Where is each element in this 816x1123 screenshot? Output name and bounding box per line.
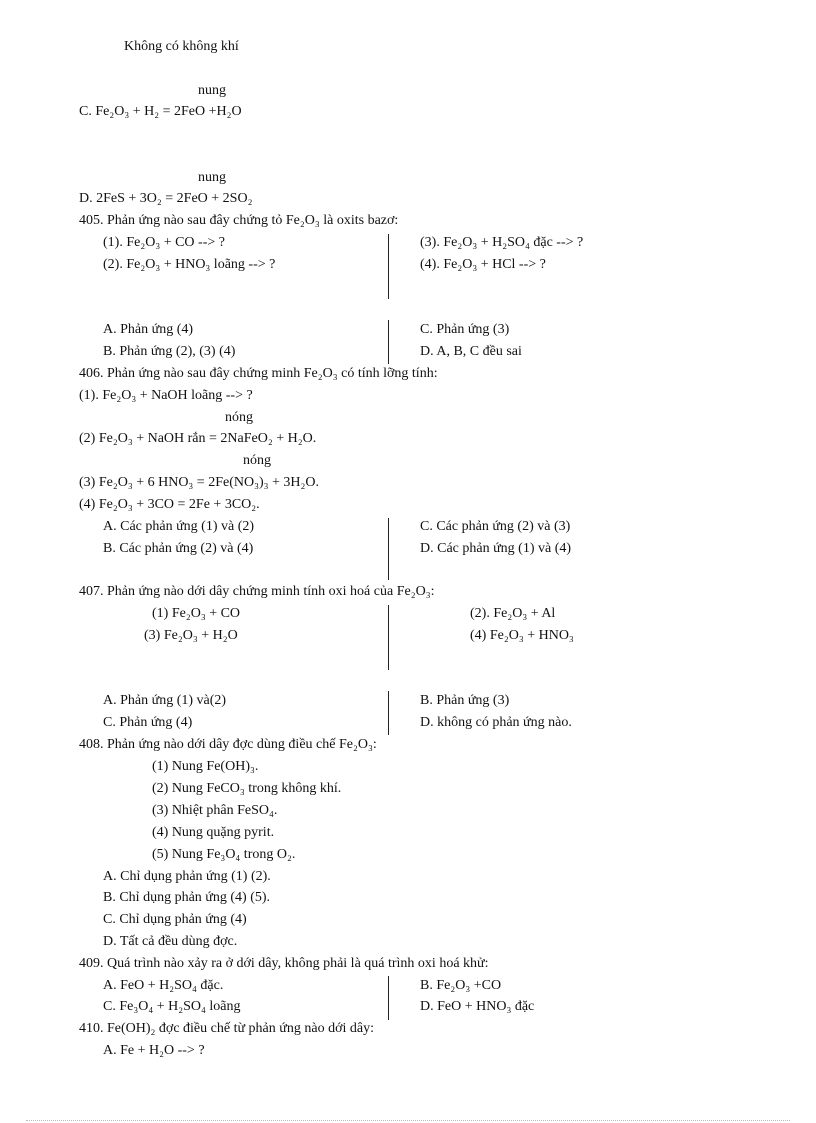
q406-reaction-3: (3) Fe₂O₃ + 6 HNO₃ = 2Fe(NO₃)₃ + 3H₂O. bbox=[79, 475, 320, 490]
q408-item: (5) Nung Fe₃O₄ trong O₂. bbox=[152, 847, 296, 862]
q408-option-d: D. Tất cả đều dùng đợc. bbox=[103, 934, 238, 949]
q407-reaction-3: (3) Fe₂O₃ + H₂O bbox=[144, 628, 238, 643]
table-divider bbox=[388, 320, 389, 364]
q408-item: (1) Nung Fe(OH)₃. bbox=[152, 759, 259, 774]
q408-item: (3) Nhiệt phân FeSO₄. bbox=[152, 803, 278, 818]
table-divider bbox=[388, 976, 389, 1020]
q405-option-b: B. Phản ứng (2), (3) (4) bbox=[103, 344, 236, 359]
question-405-stem: 405. Phản ứng nào sau đây chứng tỏ Fe₂O₃ là oxits bazơ: bbox=[79, 213, 399, 228]
question-408-stem: 408. Phản ứng nào dới dây đợc dùng điều chế Fe₂O₃: bbox=[79, 737, 377, 752]
q405-reaction-4: (4). Fe₂O₃ + HCl --> ? bbox=[420, 257, 546, 272]
table-divider bbox=[388, 691, 389, 735]
question-410-stem: 410. Fe(OH)₂ đợc điều chế từ phản ứng nào dới dây: bbox=[79, 1021, 374, 1036]
q408-option-c: C. Chỉ dụng phản ứng (4) bbox=[103, 912, 247, 927]
q408-item: (2) Nung FeCO₃ trong không khí. bbox=[152, 781, 342, 796]
question-407-stem: 407. Phản ứng nào dới dây chứng minh tính oxi hoá của Fe₂O₃: bbox=[79, 584, 435, 599]
q406-reaction-4: (4) Fe₂O₃ + 3CO = 2Fe + 3CO₂. bbox=[79, 497, 260, 512]
q406-condition-3: nóng bbox=[243, 453, 271, 468]
q405-reaction-3: (3). Fe₂O₃ + H₂SO₄ đặc --> ? bbox=[420, 235, 584, 250]
q407-option-c: C. Phản ứng (4) bbox=[103, 715, 193, 730]
table-divider bbox=[388, 518, 389, 580]
condition-heat-c: nung bbox=[198, 83, 226, 98]
q410-option-a: A. Fe + H₂O --> ? bbox=[103, 1043, 205, 1058]
q406-option-a: A. Các phản ứng (1) và (2) bbox=[103, 519, 255, 534]
q407-reaction-1: (1) Fe₂O₃ + CO bbox=[152, 606, 241, 621]
q407-option-a: A. Phản ứng (1) và(2) bbox=[103, 693, 227, 708]
text-no-air: Không có không khí bbox=[124, 39, 239, 54]
q405-option-d: D. A, B, C đều sai bbox=[420, 344, 522, 359]
q406-option-c: C. Các phản ứng (2) và (3) bbox=[420, 519, 571, 534]
table-divider bbox=[388, 234, 389, 299]
q407-reaction-4: (4) Fe₂O₃ + HNO₃ bbox=[470, 628, 574, 643]
option-c-reaction: C. Fe₂O₃ + H₂ = 2FeO +H₂O bbox=[79, 104, 242, 119]
question-409-stem: 409. Quá trình nào xảy ra ở dới dây, không phải là quá trình oxi hoá khử: bbox=[79, 956, 489, 971]
q408-option-b: B. Chỉ dụng phản ứng (4) (5). bbox=[103, 890, 271, 905]
q406-reaction-2: (2) Fe₂O₃ + NaOH rắn = 2NaFeO₂ + H₂O. bbox=[79, 431, 317, 446]
q409-option-b: B. Fe₂O₃ +CO bbox=[420, 978, 502, 993]
q408-item: (4) Nung quặng pyrit. bbox=[152, 825, 275, 840]
q406-reaction-1: (1). Fe₂O₃ + NaOH loãng --> ? bbox=[79, 388, 253, 403]
q405-reaction-2: (2). Fe₂O₃ + HNO₃ loãng --> ? bbox=[103, 257, 276, 272]
q406-condition-2: nóng bbox=[225, 410, 253, 425]
q405-option-c: C. Phản ứng (3) bbox=[420, 322, 510, 337]
q405-reaction-1: (1). Fe₂O₃ + CO --> ? bbox=[103, 235, 225, 250]
q409-option-d: D. FeO + HNO₃ đặc bbox=[420, 999, 535, 1014]
q406-option-b: B. Các phản ứng (2) và (4) bbox=[103, 541, 254, 556]
q407-option-d: D. không có phản ứng nào. bbox=[420, 715, 572, 730]
q405-option-a: A. Phản ứng (4) bbox=[103, 322, 194, 337]
question-406-stem: 406. Phản ứng nào sau đây chứng minh Fe₂O₃ có tính lỡng tính: bbox=[79, 366, 438, 381]
q407-option-b: B. Phản ứng (3) bbox=[420, 693, 510, 708]
q407-reaction-2: (2). Fe₂O₃ + Al bbox=[470, 606, 556, 621]
q409-option-a: A. FeO + H₂SO₄ đặc. bbox=[103, 978, 224, 993]
q409-option-c: C. Fe₃O₄ + H₂SO₄ loãng bbox=[103, 999, 241, 1014]
page-footer-rule bbox=[26, 1120, 790, 1121]
table-divider bbox=[388, 605, 389, 670]
q408-option-a: A. Chỉ dụng phản ứng (1) (2). bbox=[103, 869, 271, 884]
q406-option-d: D. Các phản ứng (1) và (4) bbox=[420, 541, 572, 556]
condition-heat-d: nung bbox=[198, 170, 226, 185]
option-d-reaction: D. 2FeS + 3O₂ = 2FeO + 2SO₂ bbox=[79, 191, 253, 206]
